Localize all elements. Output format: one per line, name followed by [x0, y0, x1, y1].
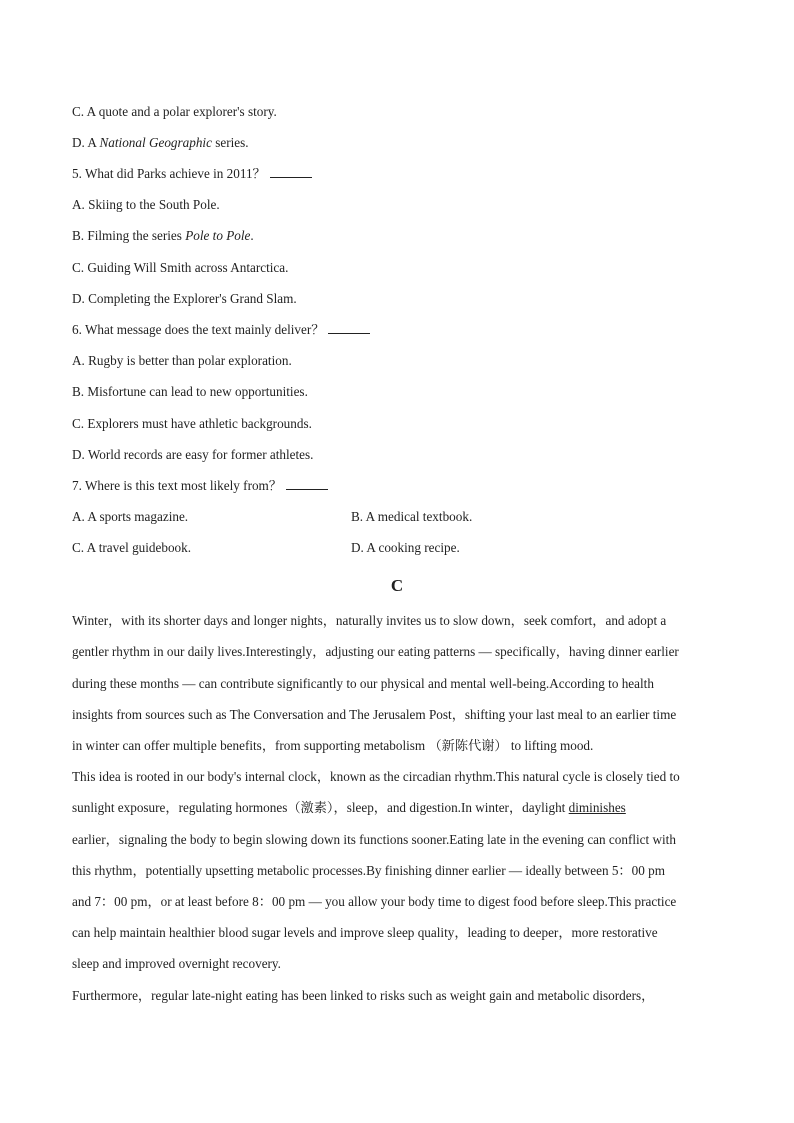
underlined-word-diminishes: diminishes	[568, 800, 626, 815]
passage-line: can help maintain healthier blood sugar levels and improve sleep quality，leading to deeper，more restorative	[72, 925, 658, 940]
q4-option-d-italic: National Geographic	[99, 135, 212, 150]
q6-question	[72, 321, 370, 339]
q6-answer-blank	[328, 321, 370, 334]
passage-line: and 7：00 pm，or at least before 8：00 pm — you allow your body time to digest food before sleep.This practice	[72, 894, 677, 909]
passage-line: Winter，with its shorter days and longer nights，naturally invites us to slow down，seek comfort，and adopt a	[72, 613, 667, 628]
q6-option-d: D. World records are easy for former athletes.	[72, 447, 314, 462]
q5-option-b-prefix: B. Filming the series	[72, 228, 186, 243]
q7-question-text: 7. Where is this text most likely from？	[72, 478, 282, 493]
q5-question-text: 5. What did Parks achieve in 2011？	[72, 166, 266, 181]
q4-option-c: C. A quote and a polar explorer's story.	[72, 104, 277, 119]
q4-option-d-prefix: D. A	[72, 135, 100, 150]
passage-line	[72, 799, 626, 817]
q4-option-d	[72, 134, 249, 152]
passage-line: Furthermore，regular late-night eating has been linked to risks such as weight gain and metabolic disorders，	[72, 988, 655, 1003]
q5-option-b-suffix: .	[250, 228, 254, 243]
q7-answer-blank	[286, 477, 328, 490]
q6-question-text: 6. What message does the text mainly deliver？	[72, 322, 325, 337]
passage-line: during these months — can contribute significantly to our physical and mental well-being.According to health	[72, 676, 654, 691]
q7-option-a: A. A sports magazine.	[72, 509, 189, 524]
passage-line: insights from sources such as The Conversation and The Jerusalem Post，shifting your last meal to an earlier time	[72, 707, 677, 722]
section-title: C	[390, 576, 404, 595]
q7-question	[72, 477, 328, 495]
passage-line: earlier，signaling the body to begin slowing down its functions sooner.Eating late in the evening can conflict with	[72, 832, 676, 847]
passage-line: gentler rhythm in our daily lives.Interestingly，adjusting our eating patterns — specifically，having dinner earlier	[72, 644, 679, 659]
q5-option-b-italic: Pole to Pole	[185, 228, 251, 243]
q6-option-a: A. Rugby is better than polar exploration.	[72, 353, 292, 368]
passage-line-text: sunlight exposure，regulating hormones（激素），sleep，and digestion.In winter，daylight	[72, 800, 569, 815]
q5-option-b	[72, 227, 254, 245]
q7-option-c: C. A travel guidebook.	[72, 540, 192, 555]
q5-option-c: C. Guiding Will Smith across Antarctica.	[72, 260, 289, 275]
passage-line: this rhythm，potentially upsetting metabolic processes.By finishing dinner earlier — ideally between 5：00 pm	[72, 863, 665, 878]
q6-option-c: C. Explorers must have athletic backgrounds.	[72, 416, 312, 431]
q4-option-d-suffix: series.	[211, 135, 249, 150]
passage-line: This idea is rooted in our body's internal clock，known as the circadian rhythm.This natural cycle is closely tied to	[72, 769, 680, 784]
q5-option-d: D. Completing the Explorer's Grand Slam.	[72, 291, 297, 306]
q7-option-d: D. A cooking recipe.	[351, 540, 460, 555]
q7-option-b: B. A medical textbook.	[351, 509, 473, 524]
passage-line: sleep and improved overnight recovery.	[72, 956, 281, 971]
q5-option-a: A. Skiing to the South Pole.	[72, 197, 220, 212]
q5-question	[72, 165, 312, 183]
q5-answer-blank	[270, 165, 312, 178]
passage-line: in winter can offer multiple benefits，from supporting metabolism （新陈代谢） to lifting mood.	[72, 738, 594, 753]
q6-option-b: B. Misfortune can lead to new opportunities.	[72, 384, 308, 399]
